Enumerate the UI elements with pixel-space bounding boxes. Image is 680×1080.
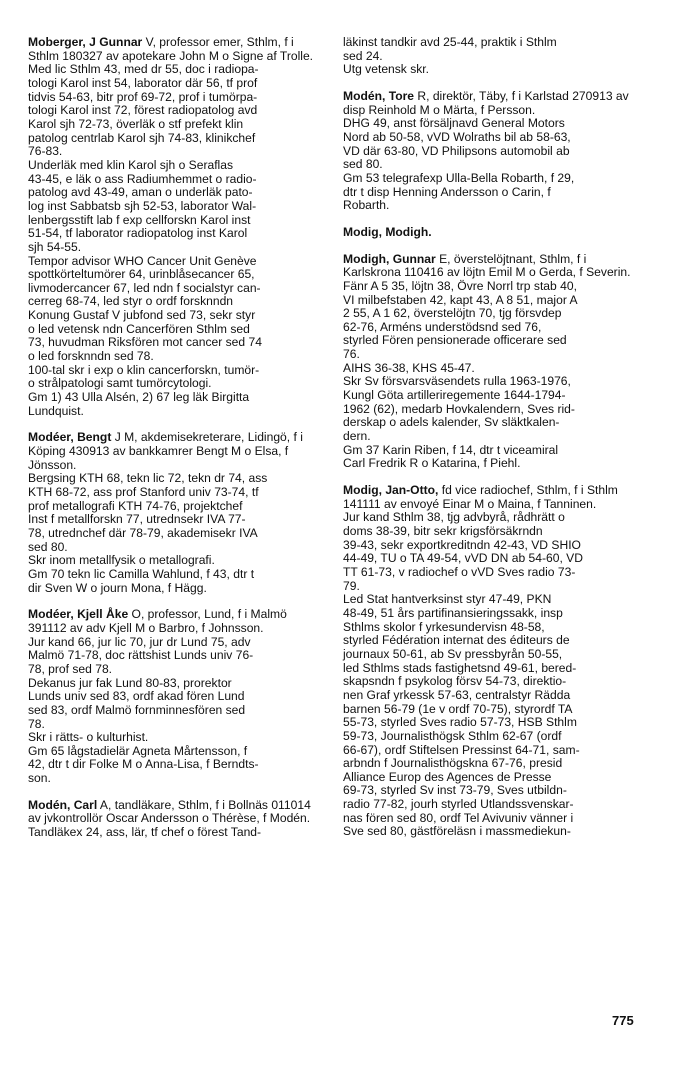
left-column bbox=[28, 36, 322, 853]
entry-surname: Modéer, bbox=[28, 430, 74, 445]
entry-continuation bbox=[343, 36, 643, 77]
entry-given-name: Tore bbox=[388, 88, 415, 103]
entry-headline bbox=[28, 36, 322, 63]
entry-surname: Modéer, bbox=[28, 607, 74, 622]
entry-modig-jan-otto bbox=[343, 484, 643, 839]
entry-body: Fänr A 5 35, löjtn 38, Övre Norrl trp stab 40, VI milbefstaben 42, kapt 43, A 8 51, major A 2 55, A 1 62, överstelöjtn 70, tjg försvdep 62-76, Arméns understödsnd sed 76, styrled Fören pensionerade officerare sed 76. AIHS 36-38, KHS 45-47. Skr Sv försvarsväsendets rulla 1963-1976, Kungl Göta artilleriregemente 1644-1794- 1962 (62), medarb Hovkalendern, Sves rid- derskap o adels kalender, Sv släktkalen- dern. Gm 37 Karin Riben, f 14, dtr t viceamiral Carl Fredrik R o Katarina, f Piehl. bbox=[343, 278, 578, 471]
entry-body: Jur kand Sthlm 38, tjg advbyrå, rådhrätt o doms 38-39, bitr sekr krigsförsäkrndn 39-43, sekr exportkreditndn 42-43, VD SHIO 44-49, TU o TA 49-54, vVD DN ab 54-60, VD TT 61-73, v radiochef o vVD Sves radio 73- 79. Led Stat hantverksinst styr 47-49, PKN 48-49, 51 års partifinansieringssakk, insp Sthlms skolor f yrkesundervisn 48-58, styrled Fédération internat des éditeurs de journaux 50-61, ab Sv pressbyrån 50-55, led Sthlms stads fastighetsnd 49-61, bered- skapsndn f psykolog försv 54-73, direktio- nen Graf yrkessk 57-63, centralstyr Rädda barnen 56-79 (1e v ordf 70-75), styrordf TA 55-73, styrled Sves radio 57-73, HSB Sthlm 59-73, Journalisthögsk Sthlm 62-67 (ordf 66-67), ordf Stiftelsen Pressinst 64-71, sam- arbndn f Journalisthögskna 67-76, presid Alliance Europ des Agences de Presse 69-73, styrled Sv inst 73-79, Sves utbildn- radio 77-82, jourh styrled Utlandssvenskar- nas fören sed 80, ordf Tel Avivuniv vänner i Sve sed 80, gästföreläsn i massmediekun- bbox=[343, 510, 583, 839]
entry-modeer-bengt bbox=[28, 431, 322, 595]
entry-intro: O, professor, Lund, f i Malmö 391112 av adv Kjell M o Barbro, f Johnsson. bbox=[28, 607, 287, 635]
entry-body: DHG 49, anst försäljnavd General Motors Nord ab 50-58, vVD Wolraths bil ab 58-63, VD där 63-80, VD Philipsons automobil ab sed 80. Gm 53 telegrafexp Ulla-Bella Robarth, f 29, dtr t disp Henning Andersson o Carin, f Robarth. bbox=[343, 116, 575, 213]
entry-headline bbox=[28, 799, 322, 826]
entry-intro: E, överstelöjtnant, Sthlm, f i Karlskrona 110416 av löjtn Emil M o Gerda, f Severin. bbox=[343, 251, 631, 280]
entry-modigh-gunnar bbox=[343, 253, 643, 472]
entry-intro: R, direktör, Täby, f i Karlstad 270913 av disp Reinhold M o Märta, f Persson. bbox=[343, 88, 629, 117]
entry-moden-tore bbox=[343, 90, 643, 213]
entry-surname: Moberger, bbox=[28, 35, 86, 49]
entry-body: Bergsing KTH 68, tekn lic 72, tekn dr 74, ass KTH 68-72, ass prof Stanford univ 73-74, tf prof metallografi KTH 74-76, projektchef Inst f metallforskn 77, utrednsekr IVA 77- 78, utrednchef där 78-79, akademisekr IVA sed 80. Skr inom metallfysik o metallografi. Gm 70 tekn lic Camilla Wahlund, f 43, dtr t dir Sven W o journ Mona, f Hägg. bbox=[28, 471, 268, 595]
entry-headline bbox=[343, 253, 643, 280]
entry-given-name: Bengt bbox=[77, 430, 112, 445]
entry-moden-carl bbox=[28, 799, 322, 840]
entry-moberger bbox=[28, 36, 322, 418]
entry-body: läkinst tandkir avd 25-44, praktik i Sthlm sed 24. Utg vetensk skr. bbox=[343, 35, 557, 77]
section-heading: Modig, Modigh. bbox=[343, 224, 432, 239]
entry-body: Jur kand 66, jur lic 70, jur dr Lund 75, adv Malmö 71-78, doc rättshist Lunds univ 76- 78, prof sed 78. Dekanus jur fak Lund 80-83, prorektor Lunds univ sed 83, ordf akad fören Lund sed 83, ordf Malmö fornminnesfören sed 78. Skr i rätts- o kulturhist. Gm 65 lågstadielär Agneta Mårtensson, f 42, dtr t dir Folke M o Anna-Lisa, f Berndts- son. bbox=[28, 634, 259, 786]
entry-surname: Modén, bbox=[28, 797, 71, 812]
entry-surname: Modig, Jan-Otto, bbox=[343, 483, 439, 498]
entry-given-name: Gunnar bbox=[392, 251, 436, 266]
entry-given-name: J Gunnar bbox=[89, 35, 143, 49]
entry-surname: Modén, bbox=[343, 88, 386, 103]
entry-body: Med lic Sthlm 43, med dr 55, doc i radiopa- tologi Karol inst 54, laborator där 56, tf prof tidvis 54-63, bitr prof 69-72, prof i tumörpa- tologi Karol inst 72, förest radiopatolog avd Karol sjh 72-73, överläk o stf prefekt klin patolog centrlab Karol sjh 74-83, klinikchef 76-83. Underläk med klin Karol sjh o Seraflas 43-45, e läk o ass Radiumhemmet o radio- patolog avd 43-49, aman o underläk pato- log inst Sabbatsb sjh 52-53, laborator Wal- lenbergsstift lab f exp cellforskn Karol inst 51-54, tf laborator radiopatolog inst Karol sjh 54-55. Tempor advisor WHO Cancer Unit Genève spottkörteltumörer 64, urinblåsecancer 65, livmodercancer 67, led ndn f socialstyr can- cerreg 68-74, led styr o ordf forsknndn Konung Gustaf V jubfond sed 73, sekr styr o led vetensk ndn Cancerfören Sthlm sed 73, huvudman Riksfören mot cancer sed 74 o led forsknndn sed 78. 100-tal skr i exp o klin cancerforskn, tumör- o strålpatologi samt tumörcytologi. Gm 1) 43 Ulla Alsén, 2) 67 leg läk Birgitta Lundquist. bbox=[28, 62, 262, 418]
page-number: 775 bbox=[612, 1013, 634, 1028]
entry-intro: J M, akdemisekreterare, Lidingö, f i Köping 430913 av bankkamrer Bengt M o Elsa, f Jönsson. bbox=[28, 430, 303, 472]
entry-headline bbox=[343, 90, 643, 117]
entry-intro: V, professor emer, Sthlm, f i Sthlm 180327 av apotekare John M o Signe af Trolle. bbox=[28, 35, 314, 63]
entry-intro: A, tandläkare, Sthlm, f i Bollnäs 011014 av jvkontrollör Oscar Andersson o Thérèse, f Modén. bbox=[28, 797, 311, 826]
entry-given-name: Carl bbox=[73, 797, 98, 812]
entry-given-name: Kjell Åke bbox=[77, 607, 129, 622]
entry-body: Tandläkex 24, ass, lär, tf chef o förest Tand- bbox=[28, 825, 262, 840]
right-column bbox=[343, 36, 643, 852]
entry-modeer-kjell bbox=[28, 608, 322, 786]
entry-headline bbox=[28, 608, 322, 635]
entry-headline bbox=[28, 431, 322, 472]
entry-surname: Modigh, bbox=[343, 251, 390, 266]
entry-intro: fd vice radiochef, Sthlm, f i Sthlm 141111 av envoyé Einar M o Maina, f Tanninen. bbox=[343, 483, 618, 511]
entry-headline bbox=[343, 484, 643, 511]
